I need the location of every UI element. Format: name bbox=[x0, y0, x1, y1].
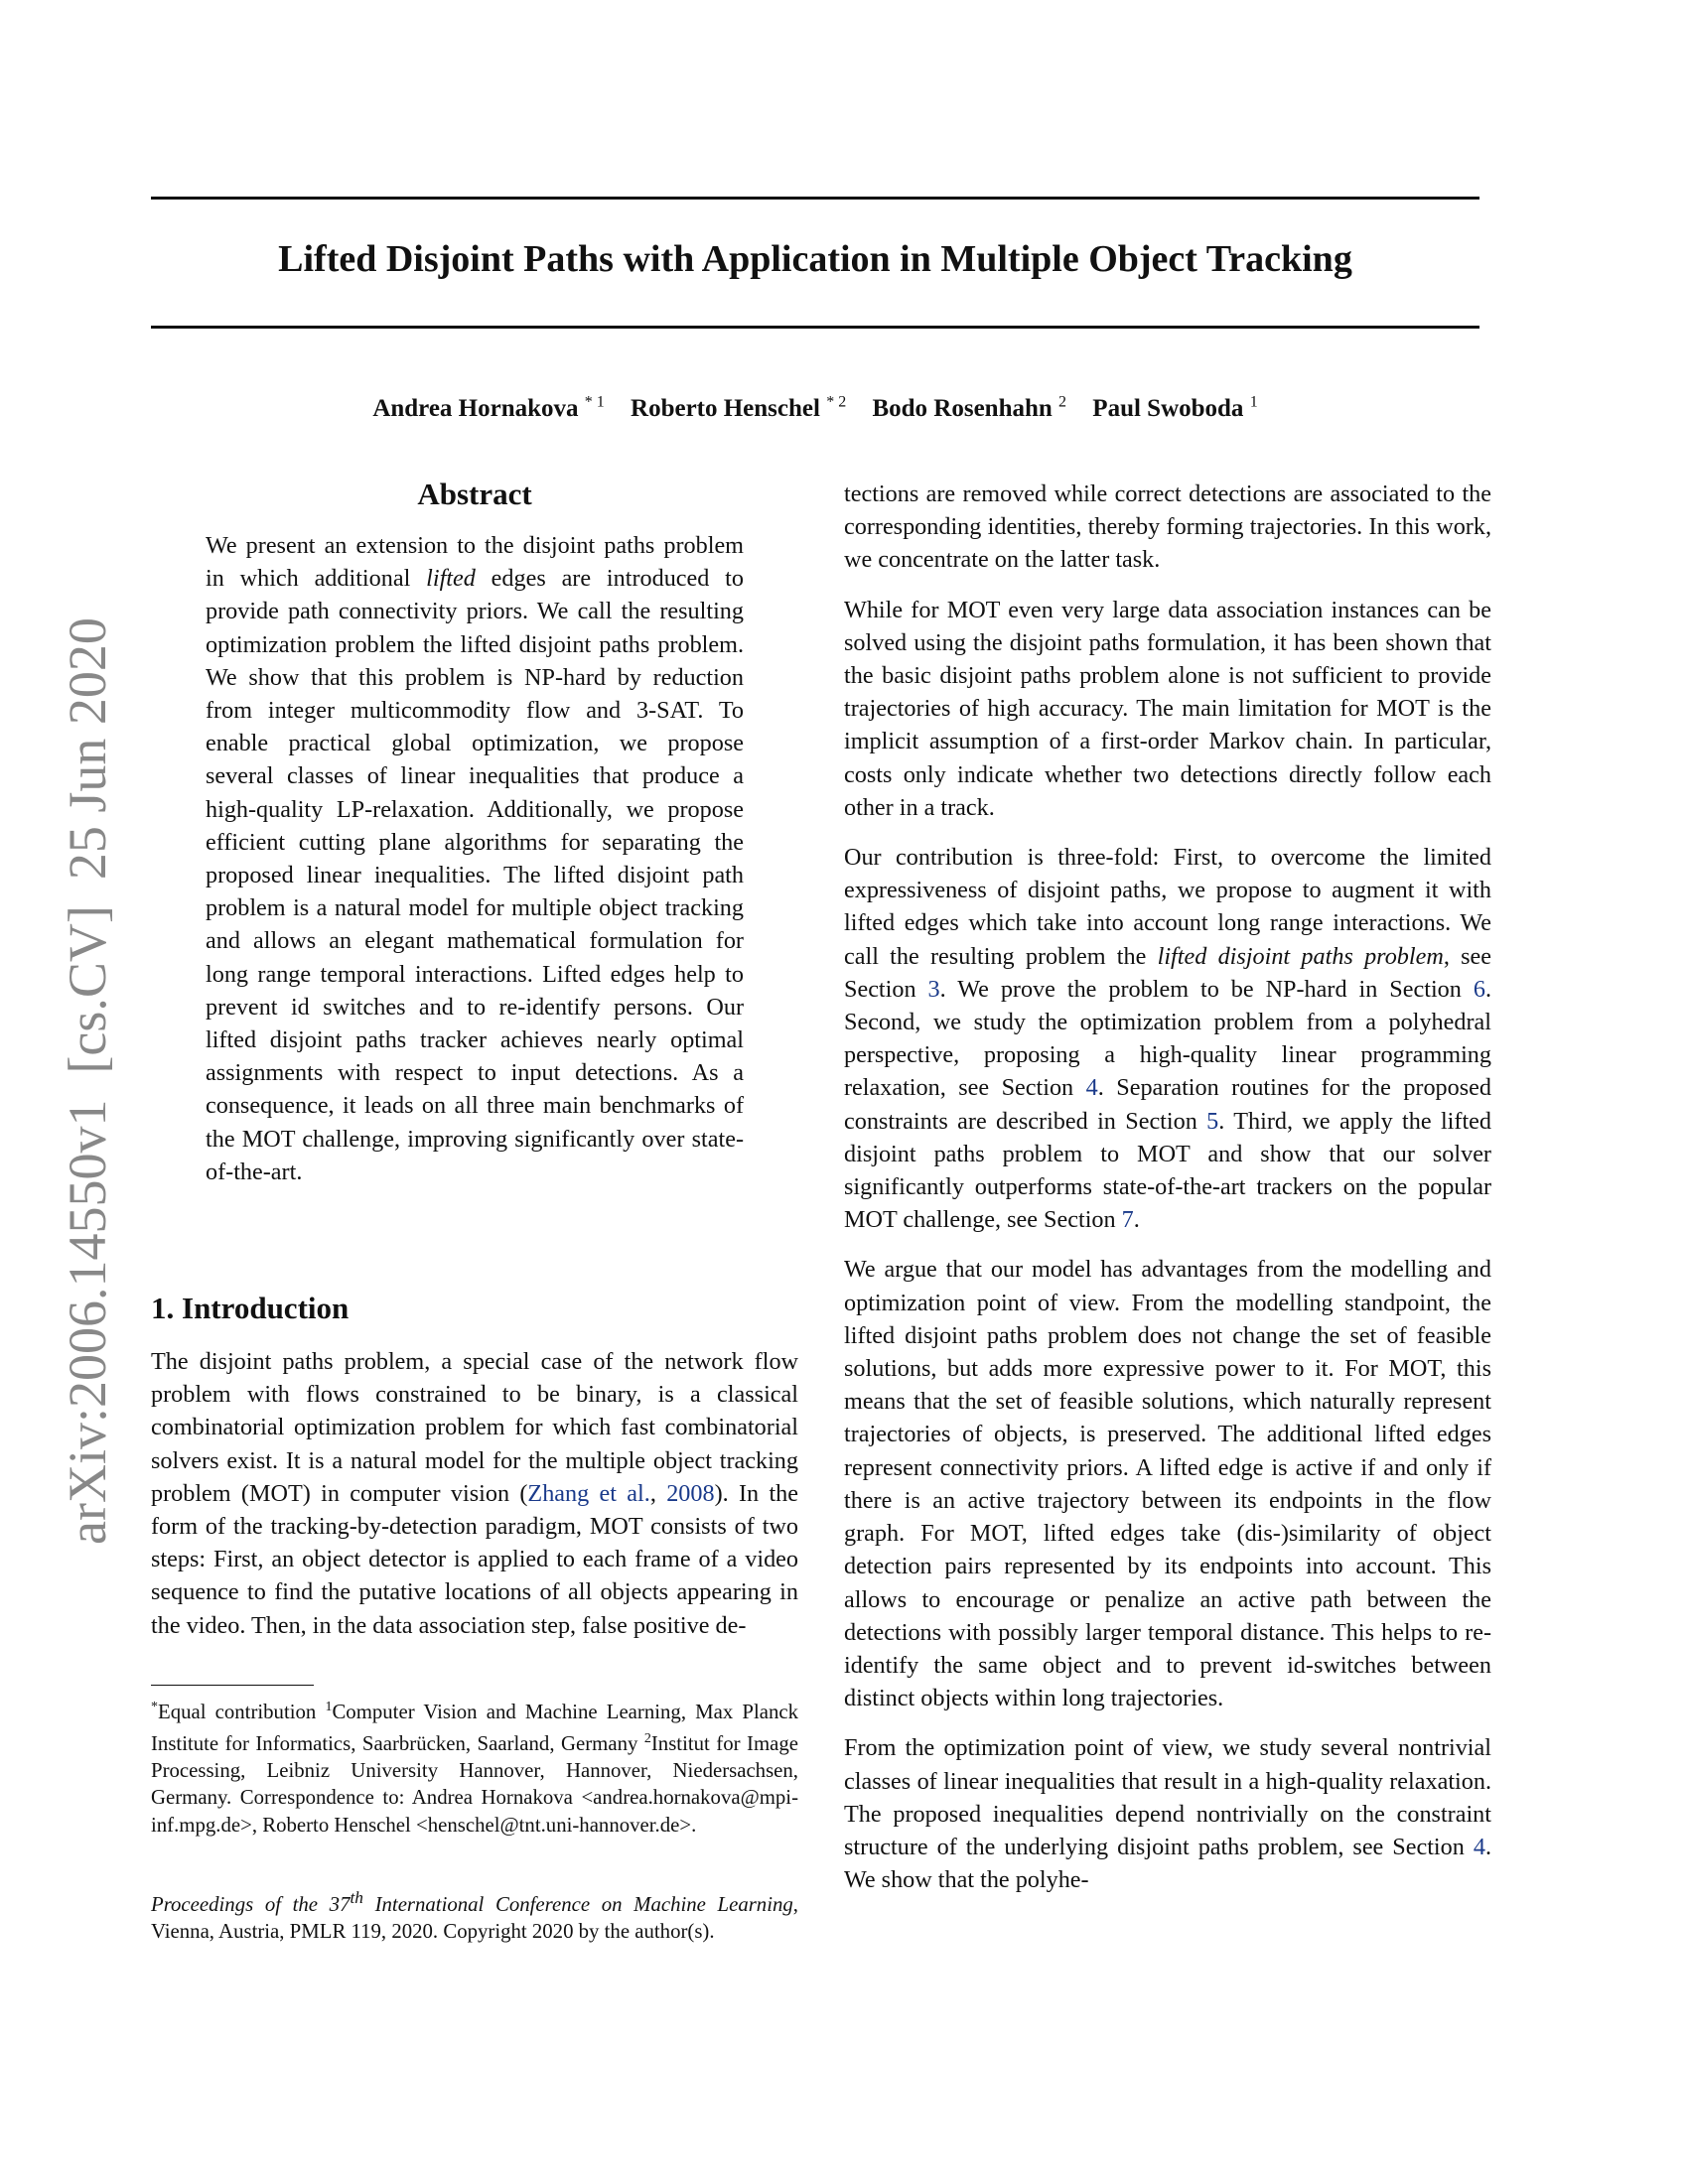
section-reference-link[interactable]: 6 bbox=[1473, 975, 1485, 1003]
author-name: Roberto Henschel bbox=[631, 395, 820, 423]
abstract-text: We present an extension to the disjoint paths problem in which additional lifted edges are introduced to provide path connectivity priors. We call the resulting optimization problem the lifted disjoint paths problem. We show that this problem is NP-hard by reduction from integer multicommodity flow and 3-SAT. To enable practical global optimization, we propose several classes of linear inequalities that produce a high-quality LP-relaxation. Additionally, we propose efficient cutting plane algorithms for separating the proposed linear inequalities. The lifted disjoint path problem is a natural model for multiple object tracking and allows an elegant mathematical formulation for long range temporal interactions. Lifted edges help to prevent id switches and to re-identify persons. Our lifted disjoint paths tracker achieves nearly optimal assignments with respect to input detections. As a consequence, it leads on all three main benchmarks of the MOT challenge, improving significantly over state-of-the-art. bbox=[206, 532, 744, 1185]
section-reference-link[interactable]: 4 bbox=[1473, 1833, 1485, 1860]
author-affiliation-mark: 2 bbox=[1058, 394, 1067, 411]
emphasis: lifted bbox=[426, 565, 476, 593]
arxiv-category: [cs.CV] bbox=[58, 905, 117, 1074]
author-name: Paul Swoboda bbox=[1092, 395, 1244, 423]
author bbox=[872, 395, 1066, 422]
section-reference-link[interactable]: 5 bbox=[1206, 1107, 1219, 1135]
paragraph: tections are removed while correct detections are associated to the corresponding identities, thereby forming trajectories. In this work, we concentrate on the latter task. bbox=[844, 480, 1491, 574]
section-reference-link[interactable]: 7 bbox=[1121, 1206, 1134, 1234]
author-affiliation-mark: 1 bbox=[1249, 394, 1258, 411]
arxiv-id: arXiv:2006.14550v1 bbox=[58, 1099, 117, 1545]
author-name: Bodo Rosenhahn bbox=[872, 395, 1053, 423]
arxiv-stamp bbox=[58, 617, 117, 1545]
emphasis: lifted disjoint paths problem bbox=[1157, 942, 1444, 970]
paragraph: From the optimization point of view, we study several nontrivial classes of linear inequalities that result in a high-quality relaxation. The proposed inequalities depend nontrivially on the constraint structure of the underlying disjoint paths problem, see Section 4. We show that the polyhe- bbox=[844, 1734, 1491, 1894]
section-heading-introduction: 1. Introduction bbox=[151, 1291, 350, 1325]
author-name: Andrea Hornakova bbox=[372, 395, 579, 423]
author-affiliation-mark: * 2 bbox=[826, 394, 847, 411]
section-reference-link[interactable]: 4 bbox=[1085, 1074, 1098, 1102]
author-list bbox=[151, 387, 1479, 425]
proceedings-note: Proceedings of the 37th International Conference on Machine Learning, Vienna, Austria, PMLR 119, 2020. Copyright 2020 by the author(s). bbox=[151, 1888, 798, 1944]
paper-title: Lifted Disjoint Paths with Application in Multiple Object Tracking bbox=[278, 238, 1352, 280]
arxiv-date: 25 Jun 2020 bbox=[58, 617, 117, 881]
footnote-divider bbox=[151, 1685, 314, 1686]
paragraph: We argue that our model has advantages from the modelling and optimization point of view. From the modelling standpoint, the lifted disjoint paths problem does not change the set of feasible solutions, but adds more expressive power to it. For MOT, this means that the set of feasible solutions, which naturally represent trajectories of objects, is preserved. The additional lifted edges represent connectivity priors. A lifted edge is active if and only if there is an active trajectory between its endpoints in the flow graph. For MOT, lifted edges take (dis-)similarity of object detection pairs represented by its endpoints into account. This allows to encourage or penalize an active path between the detections with possibly larger temporal distance. This helps to re-identify the same object and to prevent id-switches between distinct objects within long trajectories. bbox=[844, 1256, 1491, 1712]
bottom-title-rule bbox=[151, 326, 1479, 329]
paragraph: Our contribution is three-fold: First, to overcome the limited expressiveness of disjoint paths, we propose to augment it with lifted edges which take into account long range interactions. We call the resulting problem the lifted disjoint paths problem, see Section 3. We prove the problem to be NP-hard in Section 6. Second, we study the optimization problem from a polyhedral perspective, proposing a high-quality linear programming relaxation, see Section 4. Separation routines for the proposed constraints are described in Section 5. Third, we apply the lifted disjoint paths problem to MOT and show that our solver significantly outperforms state-of-the-art trackers on the popular MOT challenge, see Section 7. bbox=[844, 844, 1492, 1234]
paragraph: While for MOT even very large data association instances can be solved using the disjoint paths formulation, it has been shown that the basic disjoint paths problem alone is not sufficient to provide trajectories of high accuracy. The main limitation for MOT is the implicit assumption of a first-order Markov chain. In particular, costs only indicate whether two detections directly follow each other in a track. bbox=[844, 596, 1491, 821]
top-title-rule bbox=[151, 197, 1479, 200]
author-affiliation-mark: * 1 bbox=[584, 394, 605, 411]
citation-link[interactable]: Zhang et al., 2008 bbox=[527, 1479, 715, 1507]
author bbox=[631, 395, 846, 422]
introduction-text: The disjoint paths problem, a special case of the network flow problem with flows constrained to be binary, is a classical combinatorial optimization problem for which fast combinatorial solvers exist. It is a natural model for the multiple object tracking problem (MOT) in computer vision (Zhang et al., 2008). In the form of the tracking-by-detection paradigm, MOT consists of two steps: First, an object detector is applied to each frame of a video sequence to find the putative locations of all objects appearing in the video. Then, in the data association step, false positive de- bbox=[151, 1348, 799, 1639]
section-reference-link[interactable]: 3 bbox=[927, 975, 940, 1003]
right-column bbox=[844, 478, 1491, 1913]
author bbox=[1092, 395, 1257, 422]
author bbox=[372, 395, 604, 422]
affiliation-footnote: *Equal contribution $^1$Computer Vision and Machine Learning, Max Planck Institute for Informatics, Saarbrücken, Saarland, Germany $^2$Institut for Image Processing, Leibniz University Hannover, Hannover, Niedersachsen, Germany. Correspondence to: Andrea Hornakova <andrea.hornakova@mpi-inf.mpg.de>, Roberto Henschel <henschel@tnt.uni-hannover.de>. bbox=[151, 1700, 798, 1837]
abstract-heading: Abstract bbox=[417, 477, 532, 511]
